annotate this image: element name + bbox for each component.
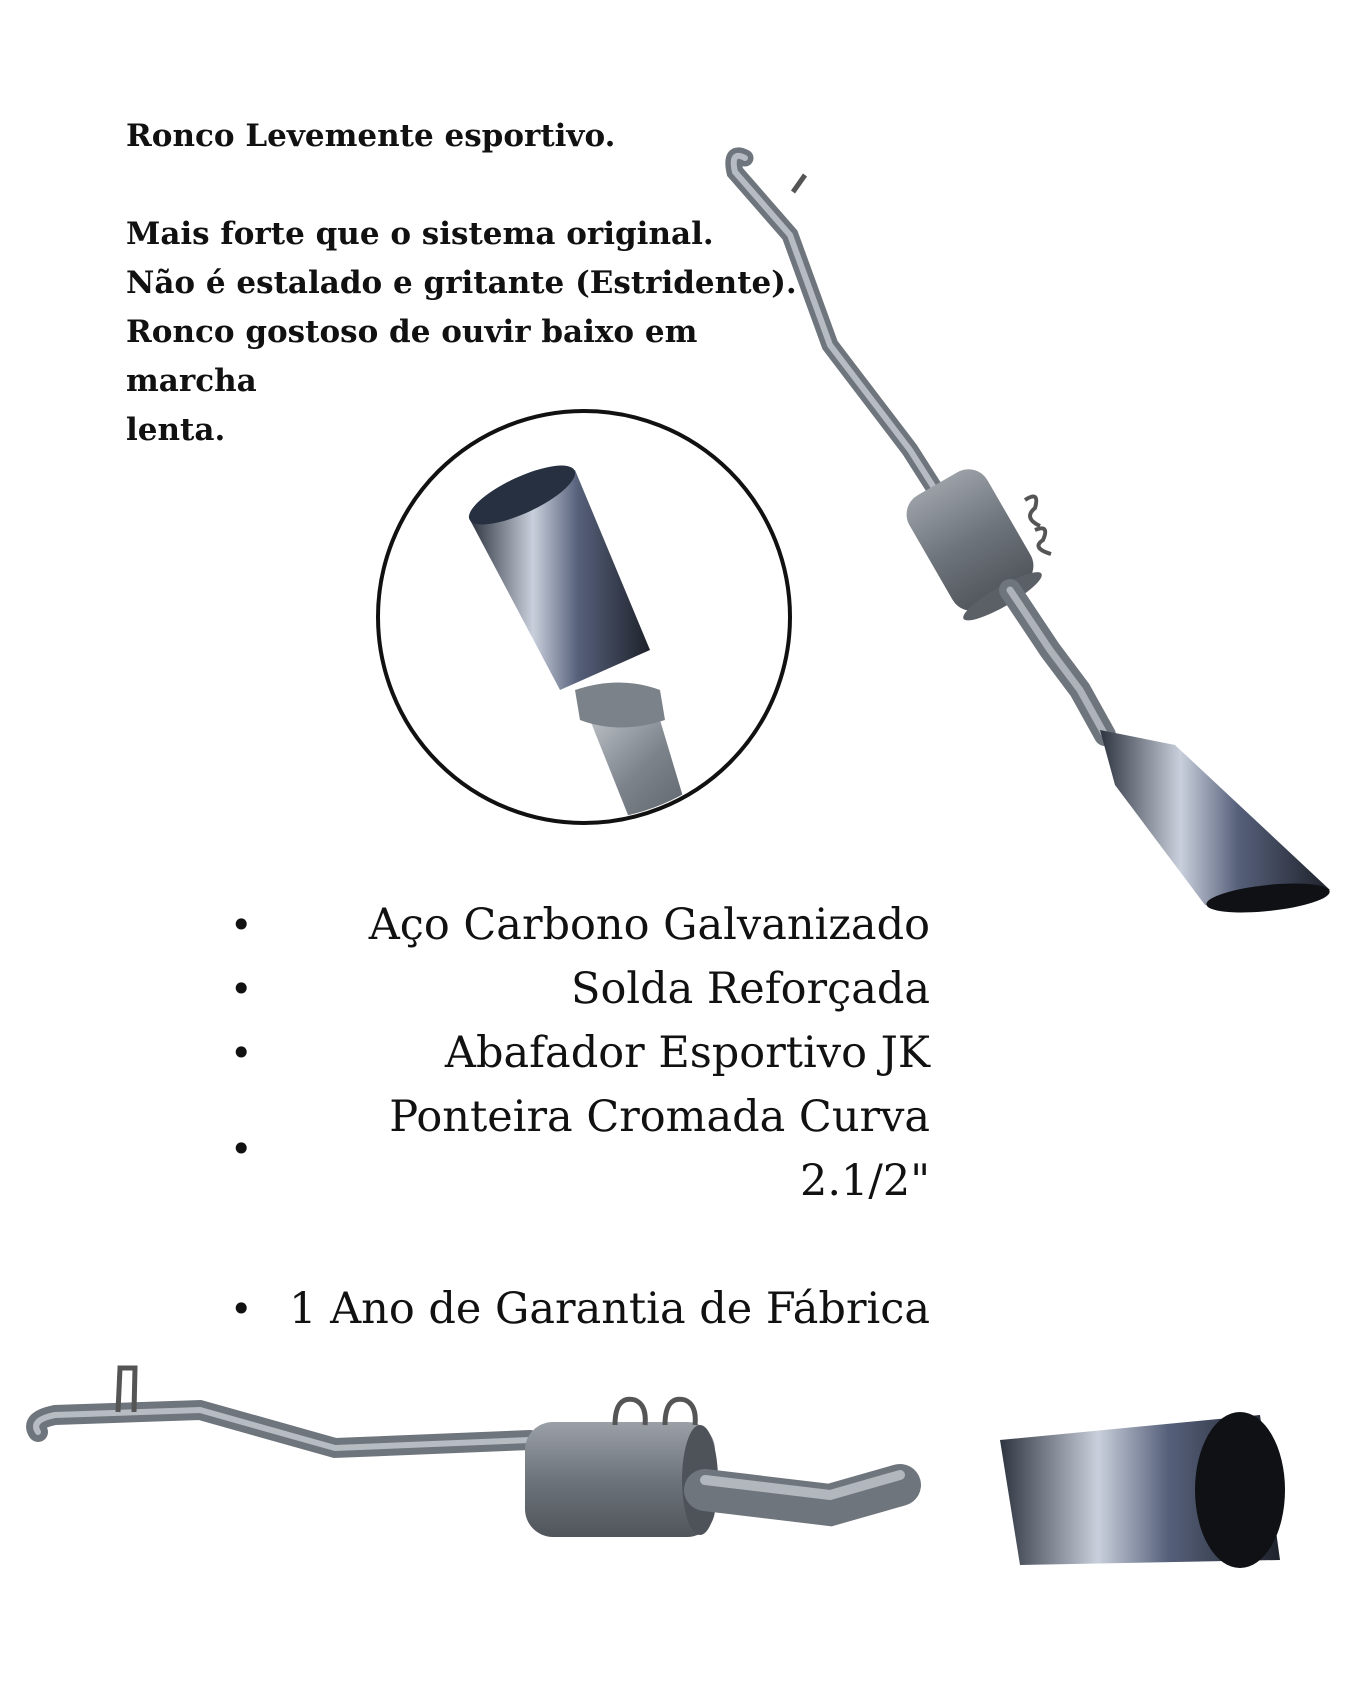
bullet-icon: • (230, 1031, 253, 1075)
intro-line: lenta. (126, 412, 226, 448)
feature-text: Solda Reforçada (571, 964, 930, 1014)
exhaust-pipe-horizontal-image (36, 1368, 1285, 1568)
feature-text: Abafador Esportivo JK (444, 1028, 930, 1078)
intro-line: Mais forte que o sistema original. (126, 216, 714, 252)
warranty-item (230, 1277, 930, 1341)
feature-item (230, 1085, 930, 1213)
chrome-tip-zoom-image (378, 411, 790, 823)
list-spacer (230, 1213, 930, 1277)
intro-line: Ronco gostoso de ouvir baixo em marcha (126, 314, 698, 399)
feature-text: Ponteira Cromada Curva 2.1/2" (389, 1092, 930, 1206)
intro-line: Ronco Levemente esportivo. (126, 118, 616, 154)
bullet-icon: • (230, 1127, 253, 1171)
feature-item (230, 1021, 930, 1085)
bullet-icon: • (230, 967, 253, 1011)
bullet-icon: • (230, 1287, 253, 1331)
feature-list (230, 893, 930, 1341)
feature-text: Aço Carbono Galvanizado (368, 900, 930, 950)
bullet-icon: • (230, 903, 253, 947)
warranty-text: 1 Ano de Garantia de Fábrica (289, 1284, 930, 1334)
exhaust-pipe-vertical-image (734, 156, 1331, 918)
feature-item (230, 957, 930, 1021)
feature-item (230, 893, 930, 957)
intro-line: Não é estalado e gritante (Estridente). (126, 265, 797, 301)
